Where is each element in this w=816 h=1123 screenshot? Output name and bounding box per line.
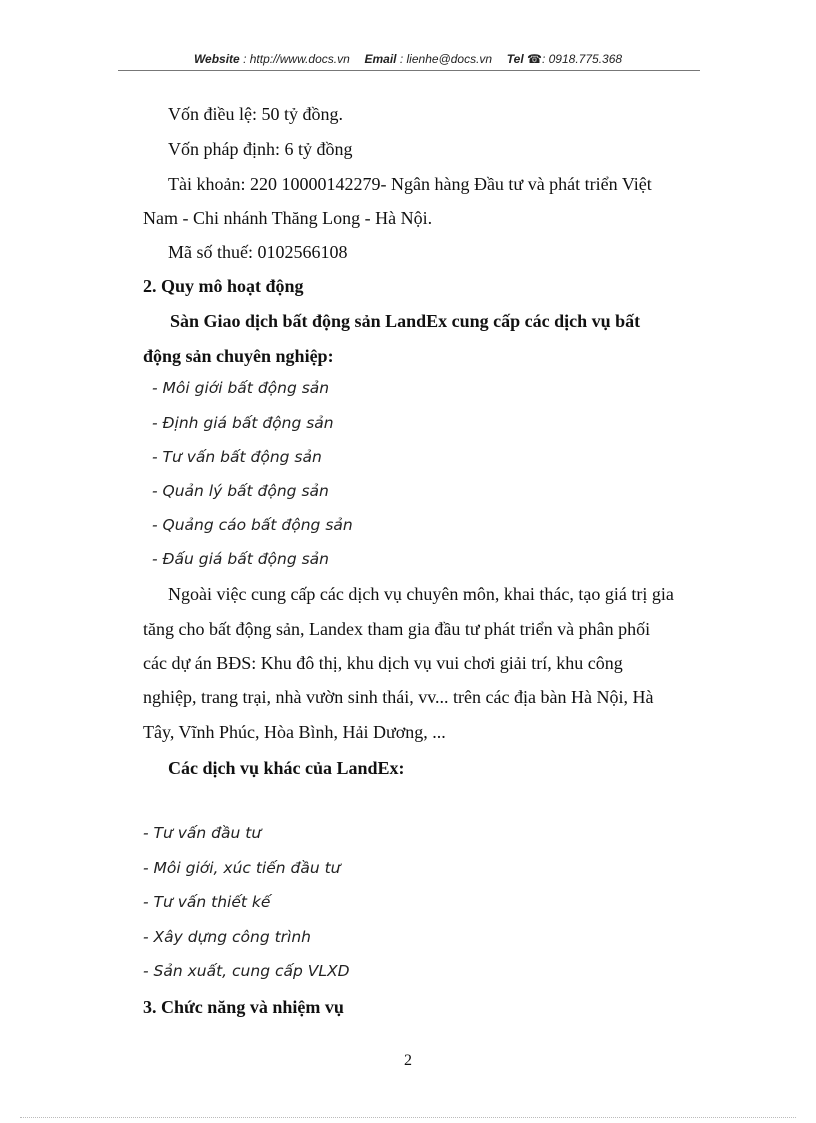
paragraph-line: Tây, Vĩnh Phúc, Hòa Bình, Hải Dương, ... [143,722,446,742]
intro-line1: Sàn Giao dịch bất động sản LandEx cung cấp các dịch vụ bất [170,311,641,331]
page-bottom-border [20,1117,796,1118]
intro-line2: động sản chuyên nghiệp: [143,346,334,366]
list-item: - Quản lý bất động sản [152,482,329,500]
tax-code-text: Mã số thuế: 0102566108 [168,242,348,262]
capital-text: Vốn điều lệ: 50 tỷ đồng. [168,104,343,124]
section3-heading: 3. Chức năng và nhiệm vụ [143,997,344,1017]
phone-icon: ☎ [527,52,542,66]
list-item: - Môi giới, xúc tiến đầu tư [143,859,341,877]
list-item: - Tư vấn thiết kế [143,893,271,911]
email-value: : lienhe@docs.vn [399,52,493,66]
list-item: - Xây dựng công trình [143,928,311,946]
account-text-line1: Tài khoản: 220 10000142279- Ngân hàng Đầu tư và phát triển Việt [168,174,652,194]
tel-label: Tel [506,52,524,66]
paragraph-line: các dự án BĐS: Khu đô thị, khu dịch vụ vui chơi giải trí, khu công [143,653,623,673]
page-header [0,52,816,66]
account-text-line2: Nam - Chi nhánh Thăng Long - Hà Nội. [143,208,433,228]
tel-value: : 0918.775.368 [541,52,623,66]
list-item: - Môi giới bất động sản [152,379,330,397]
paragraph-line: Ngoài việc cung cấp các dịch vụ chuyên môn, khai thác, tạo giá trị gia [168,584,674,604]
paragraph-line: nghiệp, trang trại, nhà vườn sinh thái, vv... trên các địa bàn Hà Nội, Hà [143,687,654,707]
list-item: - Định giá bất động sản [152,414,334,432]
paragraph-line: tăng cho bất động sản, Landex tham gia đầu tư phát triển và phân phối [143,619,651,639]
list-item: - Đấu giá bất động sản [152,550,330,568]
list-item: - Quảng cáo bất động sản [152,516,353,534]
header-divider [118,70,700,71]
legal-capital-text: Vốn pháp định: 6 tỷ đồng [168,139,353,159]
list-item: - Sản xuất, cung cấp VLXD [143,962,350,980]
section2-heading: 2. Quy mô hoạt động [143,276,304,296]
website-label: Website [193,52,240,66]
email-label: Email [364,52,397,66]
other-services-heading: Các dịch vụ khác của LandEx: [168,758,405,778]
website-value: : http://www.docs.vn [243,52,350,66]
list-item: - Tư vấn bất động sản [152,448,322,466]
page-number: 2 [404,1052,412,1069]
list-item: - Tư vấn đầu tư [143,824,262,842]
